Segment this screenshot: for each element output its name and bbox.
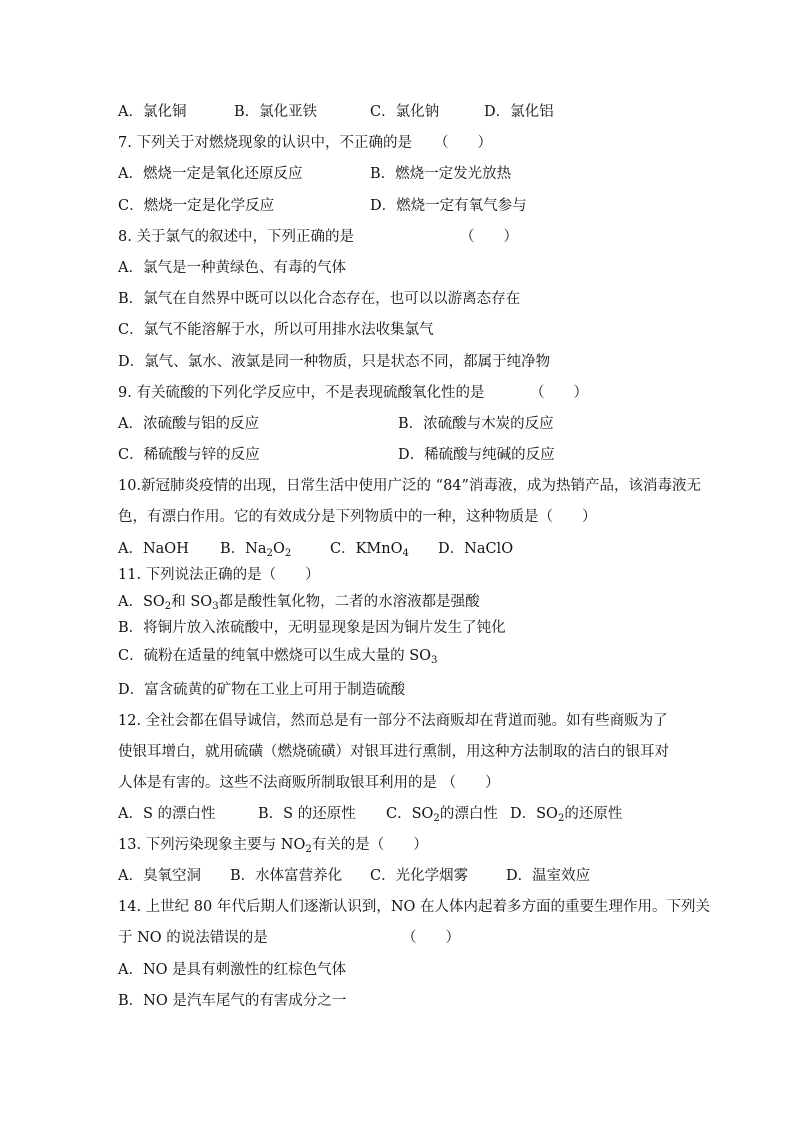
question-14-stem-line2: 于 NO 的说法错误的是 （ ）: [118, 930, 460, 946]
option-d: D．温室效应: [506, 868, 591, 884]
question-8-stem: [118, 227, 518, 247]
question-13-stem: 13. 下列污染现象主要与 $NO_2$有关的是（ ）: [118, 837, 428, 855]
option-b: B．氯化亚铁: [234, 104, 318, 120]
option-c: C．稀硫酸与锌的反应: [118, 447, 260, 463]
option-a: A．燃烧一定是氧化还原反应: [118, 166, 303, 182]
question-14-stem-line1: 14. 上世纪 80 年代后期人们逐渐认识到，NO 在人体内起着多方面的重要生理作用。下列关: [118, 899, 711, 915]
option-a: A．氯气是一种黄绿色、有毒的气体: [118, 260, 346, 276]
option-a: A．浓硫酸与铝的反应: [118, 416, 259, 432]
question-9-stem: [118, 383, 588, 403]
question-12-stem-line3: 人体是有害的。这些不法商贩所制取银耳利用的是 （ ）: [118, 775, 500, 791]
question-11-stem: 11. 下列说法正确的是（ ）: [118, 567, 320, 583]
option-a: A．$SO_2$和 $SO_3$都是酸性氧化物，二者的水溶液都是强酸: [118, 594, 480, 612]
option-b: B．水体富营养化: [230, 868, 343, 884]
option-d: D．$SO_2$的还原性: [510, 806, 623, 824]
option-c: C．光化学烟雾: [370, 868, 469, 884]
option-b: B．氯气在自然界中既可以以化合态存在，也可以以游离态存在: [118, 291, 521, 307]
option-b: B．浓硫酸与木炭的反应: [398, 416, 554, 432]
question-12-stem-line1: 12. 全社会都在倡导诚信，然而总是有一部分不法商贩却在背道而驰。如有些商贩为了: [118, 713, 668, 729]
question-7-stem: [118, 133, 492, 153]
option-b: B．S 的还原性: [258, 806, 356, 822]
option-b: B．$Na_2O_2$: [220, 541, 292, 559]
answer-bracket: （ ）: [402, 930, 460, 946]
question-stem: 9. 有关硫酸的下列化学反应中，不是表现硫酸氧化性的是: [118, 385, 485, 401]
option-b: B．燃烧一定发光放热: [370, 166, 512, 182]
option-b: B．将铜片放入浓硫酸中，无明显现象是因为铜片发生了钝化: [118, 620, 506, 636]
option-c: C．KMnO$_4$: [330, 541, 409, 559]
option-a: A．氯化铜: [118, 104, 187, 120]
option-c: C．$SO_2$的漂白性: [386, 806, 498, 824]
option-d: D．氯化铝: [484, 104, 554, 120]
question-stem: 7. 下列关于对燃烧现象的认识中，不正确的是: [118, 135, 412, 151]
option-c: C．氯气不能溶解于水，所以可用排水法收集氯气: [118, 322, 434, 338]
question-10-stem-line2: 色，有漂白作用。它的有效成分是下列物质中的一种，这种物质是（ ）: [118, 509, 597, 525]
question-12-stem-line2: 使银耳增白，就用硫磺（燃烧硫磺）对银耳进行熏制，用这种方法制取的洁白的银耳对: [118, 744, 669, 760]
answer-bracket: （ ）: [530, 385, 588, 401]
option-c: C．燃烧一定是化学反应: [118, 198, 275, 214]
option-d: D．富含硫黄的矿物在工业上可用于制造硫酸: [118, 682, 406, 698]
option-d: D．氯气、氯水、液氯是同一种物质，只是状态不同，都属于纯净物: [118, 354, 551, 370]
option-a: A．NO 是具有刺激性的红棕色气体: [118, 962, 347, 978]
option-c: C．氯化钠: [370, 104, 440, 120]
answer-bracket: （ ）: [434, 135, 492, 151]
answer-bracket: （ ）: [460, 229, 518, 245]
option-b: B．NO 是汽车尾气的有害成分之一: [118, 993, 347, 1009]
option-a: A．NaOH: [118, 541, 189, 557]
option-d: D．燃烧一定有氧气参与: [370, 198, 527, 214]
option-a: A．臭氧空洞: [118, 868, 201, 884]
option-d: D．稀硫酸与纯碱的反应: [398, 447, 555, 463]
question-stem: 8. 关于氯气的叙述中，下列正确的是: [118, 229, 354, 245]
option-c: C．硫粉在适量的纯氧中燃烧可以生成大量的 $SO_3$: [118, 648, 438, 666]
option-d: D．NaClO: [438, 541, 514, 557]
question-10-stem-line1: 10.新冠肺炎疫情的出现，日常生活中使用广泛的 “84”消毒液，成为热销产品，该消毒液无: [118, 478, 701, 494]
option-a: A．S 的漂白性: [118, 806, 216, 822]
